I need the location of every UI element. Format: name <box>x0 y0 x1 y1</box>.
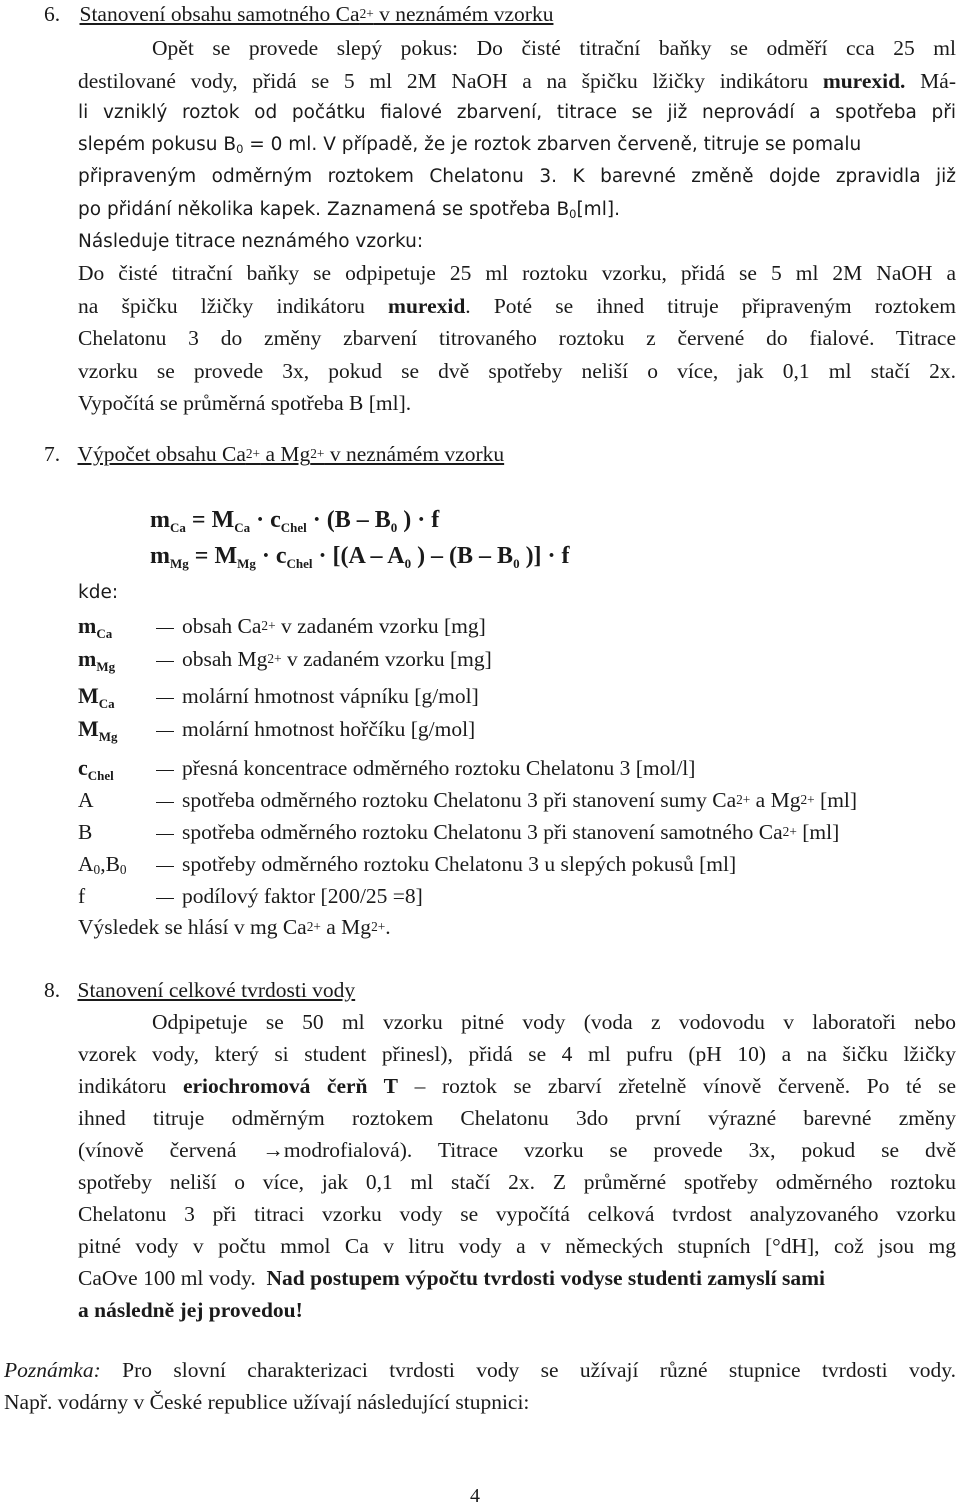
note-line-1: Poznámka: Pro slovní charakterizaci tvrdosti vody se užívají různé stupnice tvrdosti vody. <box>4 1358 956 1382</box>
def-A: A spotřeba odměrného roztoku Chelatonu 3 při stanovení sumy $Ca^{2+}$ a $Mg^{2+}$ [ml] <box>78 788 858 812</box>
section8-line-8: pitné vody v počtu mmol Ca v litru vody a v německých stupních [°dH], což jsou mg <box>78 1234 956 1258</box>
note-label: Poznámka: <box>4 1358 101 1382</box>
section8-line-5: (vínově červená →modrofialová). Titrace vzorku se provede 3x, pokud se dvě <box>78 1138 956 1162</box>
note-line-2: Např. vodárny v České republice užívají následující stupnici: <box>4 1390 530 1414</box>
section8-line-1: Odpipetuje se 50 ml vzorku pitné vody (voda z vodovodu v laboratoři nebo <box>152 1010 956 1034</box>
section7-title: Výpočet obsahu $Ca^{2+}$ a $Mg^{2+}$ v neznámém vzorku <box>77 442 505 466</box>
def-mca: $m_{Ca}$ obsah $Ca^{2+}$ v zadaném vzorku [mg] <box>78 613 486 641</box>
section6-heading <box>44 4 553 26</box>
section8-title: Stanovení celkové tvrdosti vody <box>77 978 356 1002</box>
formula-mca: $m_{Ca} = M_{Ca} \cdot c_{Chel} \cdot (B - B_0$ ) · f <box>150 507 440 535</box>
section8-line-7: Chelatonu 3 při titraci vzorku vody se vypočítá celková tvrdost analyzovaného vzorku <box>78 1202 956 1226</box>
formula-mmg: $m_{Mg} = M_{Mg} \cdot c_{Chel} \cdot [(A - A_0$ ) – ($B - B_0$ )] · f <box>150 543 570 571</box>
def-Mca: $M_{Ca}$ molární hmotnost vápníku [g/mol] <box>78 683 479 711</box>
section6-line-6: po přidání několika kapek. Zaznamená se spotřeba $B_0[ml]$. <box>78 199 620 221</box>
section6-line-4: slepém pokusu $B_0 = 0$ ml. V případě, že je roztok zbarven červeně, titruje se pomalu <box>78 134 862 156</box>
section6-line-3: li vzniklý roztok od počátku fialové zbarvení, titrace se již neprovádí a spotřeba při <box>78 102 956 123</box>
page-number: 4 <box>470 1485 480 1507</box>
section6-line-5: připraveným odměrným roztokem Chelatonu 3. K barevné změně dojde zpravidla již <box>78 166 956 187</box>
section8-number: 8. <box>44 978 61 1002</box>
section6-line-7: Následuje titrace neznámého vzorku: <box>78 231 424 252</box>
def-A0B0: $A_0,B_0$ spotřeby odměrného roztoku Chelatonu 3 u slepých pokusů [ml] <box>78 852 737 878</box>
section8-line-9: CaOve 100 ml vody. Nad postupem výpočtu tvrdosti vodyse studenti zamyslí sami <box>78 1266 825 1290</box>
result-note: Výsledek se hlásí v mg $Ca^{2+}$ a $Mg^{2+}$. <box>78 915 391 939</box>
section8-line-3: indikátoru eriochromová čerň T – roztok se zbarví zřetelně vínově červeně. Po té se <box>78 1074 956 1098</box>
def-cchel: $c_{Chel}$ přesná koncentrace odměrného roztoku Chelatonu 3 [mol/l] <box>78 755 696 783</box>
section7-heading <box>44 444 504 466</box>
section8-line-6: spotřeby neliší o více, jak 0,1 ml stačí 2x. Z průměrné spotřeby odměrného roztoku <box>78 1170 956 1194</box>
section8-heading <box>44 980 355 1002</box>
section6-line-9: na špičku lžičky indikátoru murexid. Poté se ihned titruje připraveným roztokem <box>78 294 957 318</box>
def-f: f podílový faktor [200/25 =8] <box>78 884 423 908</box>
section6-line-2: destilované vody, přidá se 5 ml 2M NaOH a na špičku lžičky indikátoru murexid. Má- <box>78 69 956 93</box>
section6-line-8: Do čisté titrační baňky se odpipetuje 25 ml roztoku vzorku, přidá se 5 ml 2M NaOH a <box>78 261 956 285</box>
section8-line-4: ihned titruje odměrným roztokem Chelatonu 3do první výrazné barevné změny <box>78 1106 956 1130</box>
section8-line-10: a následně jej provedou! <box>78 1298 303 1322</box>
section6-line-11: vzorku se provede 3x, pokud se dvě spotřeby neliší o více, jak 0,1 ml stačí 2x. <box>78 359 956 383</box>
def-mmg: $m_{Mg}$ obsah $Mg^{2+}$ v zadaném vzorku [mg] <box>78 646 492 674</box>
section6-title: Stanovení obsahu samotného $Ca^{2+}$ v neznámém vzorku <box>79 2 554 26</box>
section6-line-1: Opět se provede slepý pokus: Do čisté titrační baňky se odměří cca 25 ml <box>152 36 956 60</box>
section6-line-10: Chelatonu 3 do změny zbarvení titrovaného roztoku z červené do fialové. Titrace <box>78 326 956 350</box>
section8-line-2: vzorek vody, který si student přinesl), přidá se 4 ml pufru (pH 10) a na šičku lžičky <box>78 1042 956 1066</box>
section6-number: 6. <box>44 2 61 26</box>
def-Mmg: $M_{Mg}$ molární hmotnost hořčíku [g/mol] <box>78 716 476 744</box>
section7-number: 7. <box>44 442 61 466</box>
kde-label: kde: <box>78 582 119 603</box>
def-B: B spotřeba odměrného roztoku Chelatonu 3 při stanovení samotného $Ca^{2+}$ [ml] <box>78 820 840 844</box>
section6-line-12: Vypočítá se průměrná spotřeba B [ml]. <box>78 391 412 415</box>
